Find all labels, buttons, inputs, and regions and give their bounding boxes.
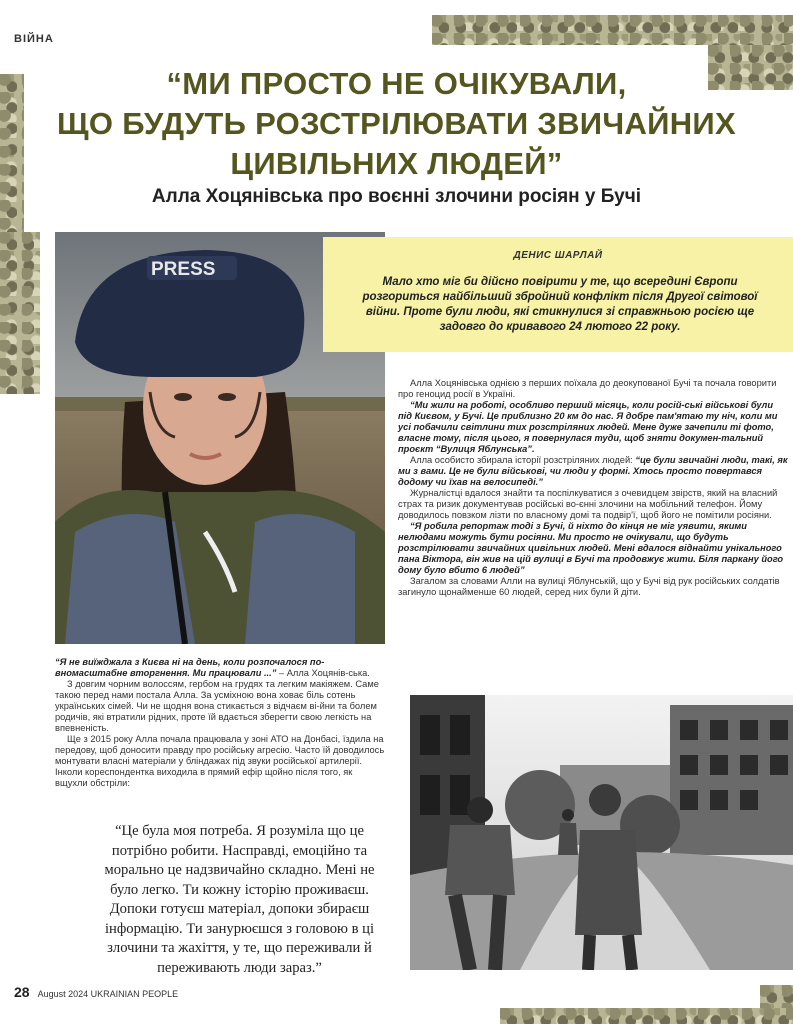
intro-box [323, 237, 793, 352]
headline-line-1: “МИ ПРОСТО НЕ ОЧІКУВАЛИ, [166, 66, 627, 101]
photo-caption [55, 657, 385, 679]
body-paragraph: Журналістці вдалося знайти та поспілкуватися з очевидцем звірств, який на власний страх та ризик документував російські во-єнні злочини на мобільний телефон. Йому доводилось повзком лізти по власному домі та подвір'ї, щоб його не помітили росіяни. [398, 488, 778, 520]
headline [40, 64, 753, 184]
headline-line-2: ЩО БУДУТЬ РОЗСТРІЛЮВАТИ ЗВИЧАЙНИХ [56, 106, 736, 141]
body-paragraph: Загалом за словами Алли на вулиці Яблунській, що у Бучі від рук російських солдатів загинуло щонайменше 60 людей, серед них були й діти. [398, 576, 780, 597]
street-photo-illustration [410, 695, 793, 970]
body-paragraph: З довгим чорним волоссям, гербом на грудях та легким макіяжем. Саме такою перед нами постала Алла. За усміхною вона ховає біль сотень українських сімей. Чи не щодня вона стикається з відчаєм ві-йни та болем родичів, які втратили рідних, проте їй вдається зберегти свою легкість на впевненість. [55, 679, 379, 733]
quote-paragraph: “Я робила репортаж тоді з Бучі, й ніхто до кінця не міг уявити, якими нелюдами можуть бути росіяни. Ми просто не очікували, що будуть розстрілювати звичайних цивільних людей. Мені вдалося віднайти унікального пана Віктора, він жив на цій вулиці в Бучі та продовжує жити. Біля паркану його дому було вбито 6 людей” [398, 521, 784, 575]
camo-strip-bottom-right [500, 1008, 793, 1024]
lead-paragraph: Мало хто міг би дійсно повірити у те, що всередині Європи розгориться найбільший збройний конфлікт після Другої світової війни. Проте були люди, які стикнулися зі справжньою росією ще задовго до кривавого 24 лютого 22 року. [362, 276, 758, 333]
pull-quote: “Це була моя потреба. Я розуміла що це потрібно робити. Насправді, емоційно та морально це надзвичайно складно. Мені не було легко. Ти кожну історію проживаєш. Допоки готуєш матеріал, допоки збираєш інформацію. Ти занурюєшся з головою в ці злочини та жахіття, у те, що переживали й переживають люди зараз.” [104, 823, 375, 976]
headline-line-3: ЦИВІЛЬНИХ ЛЮДЕЙ” [230, 146, 563, 181]
camo-strip-left-2 [0, 232, 40, 394]
section-label: ВІЙНА [14, 33, 54, 45]
body-text: Алла особисто збирала історії розстріляних людей: [410, 455, 633, 465]
caption-attribution: – Алла Хоцянів-ська. [276, 668, 370, 678]
camo-strip-top-right [432, 15, 793, 45]
body-paragraph: Алла Хоцянівська однією з перших поїхала до деокупованої Бучі та почала говорити про геноцид росії в Україні. [398, 378, 777, 399]
helmet-press-label: PRESS [151, 259, 216, 280]
inline-quote: “це були звичайні люди, такі, як ми з вами. Це не були військові, чи люди у формі. Хтось просто повертався додому чи їхав на велосипеді.” [398, 455, 788, 487]
issue-date: August 2024 [37, 989, 89, 999]
page-footer [14, 984, 178, 1000]
author-byline: ДЕНИС ШАРЛАЙ [513, 250, 603, 261]
quote-paragraph: “Ми жили на роботі, особливо перший місяць, коли росій-ські військові були під Києвом, у Бучі. Це приблизно 20 км до нас. Я добре пам'ятаю ту ніч, коли ми усі побачили світлини тих розстріляних людей. Мене дуже зачепили ті фото, власне тому, після цього, я повернулася туди, щоб зняти докумен-тальний проєкт “Вулиця Яблунська”. [398, 400, 778, 454]
left-column [55, 657, 385, 789]
body-paragraph: Ще з 2015 року Алла почала працювала у зоні АТО на Донбасі, їздила на передову, щоб доносити правду про російську агресію. Часто їй доводилось монтувати власні матеріали у бліндажах під звуки російської артилерії. Інколи кореспондентка виходила в прямий ефір щойно після того, як вщухли обстріли: [55, 734, 385, 788]
page-number: 28 [14, 984, 30, 1000]
caption-quote: “Я не виїжджала з Києва ні на день, коли розпочалося по-вномасштабне вторгнення. Ми працювали ...” [55, 657, 325, 678]
publication-name: UKRAINIAN PEOPLE [90, 989, 179, 999]
subtitle: Алла Хоцянівська про воєнні злочини росіян у Бучі [151, 186, 642, 207]
street-photo-destroyed-buildings [410, 695, 793, 970]
body-paragraph [398, 455, 788, 488]
camo-strip-bottom-right-2 [760, 985, 793, 1008]
right-column [398, 378, 788, 598]
